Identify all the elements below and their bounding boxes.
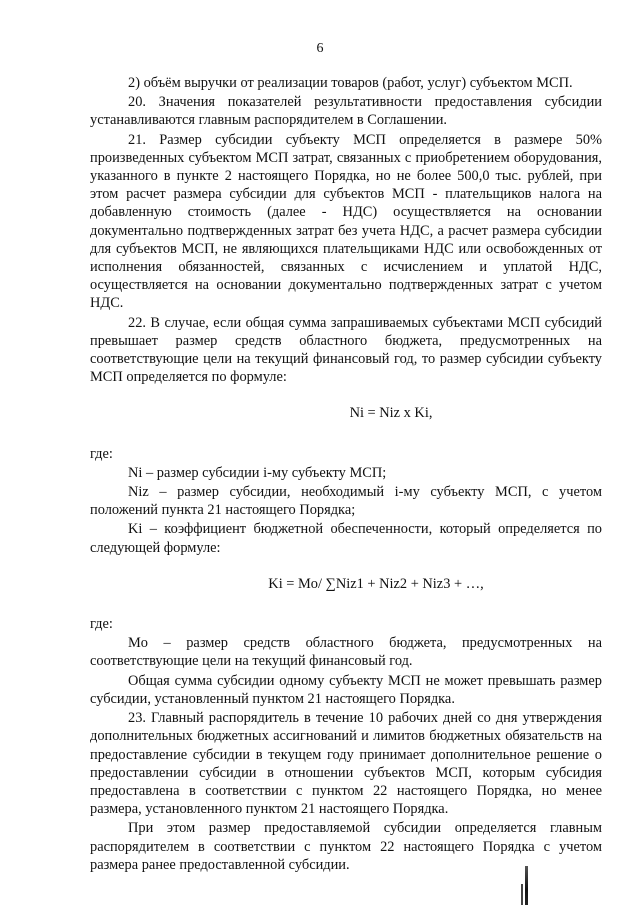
paragraph-revenue-indicator: 2) объём выручки от реализации товаров (работ, услуг) субъектом МСП. [128,75,573,91]
definition-ki: Ki – коэффициент бюджетной обеспеченности, который определяется по следующей формуле: [90,521,602,556]
definition-ni: Ni – размер субсидии i-му субъекту МСП; [128,464,387,481]
paragraph-23: 23. Главный распорядитель в течение 10 рабочих дней со дня утверждения дополнительных бюджетных ассигнований и лимитов бюджетных обязательств на предоставление субсидии в текущем году принимает дополнительное решение о предоставлении субсидии в отношении субъектов МСП, которым субсидия предоставлена в соответствии с пунктом 22 настоящего Порядка, но менее размера, установленного пунктом 21 настоящего Порядка. [90,710,602,818]
definition-mo: Mo – размер средств областного бюджета, предусмотренных на соответствующие цели на текущий финансовый год. [90,635,602,670]
formula-ki: Ki = Mo/ ∑Niz1 + Niz2 + Niz3 + …, [268,575,484,592]
where-label-2: где: [90,616,113,633]
definition-niz: Niz – размер субсидии, необходимый i-му субъекту МСП, с учетом положений пункта 21 настоящего Порядка; [90,484,602,519]
paragraph-21: 21. Размер субсидии субъекту МСП определяется в размере 50% произведенных субъектом МСП затрат, связанных с приобретением оборудования, указанного в пункте 2 настоящего Порядка, но не более 500,0 тыс. рублей, при этом расчет размера субсидии для субъектов МСП - плательщиков налога на добавленную стоимость (далее - НДС) осуществляется на основании документально подтвержденных затрат без учета НДС, а расчет размера субсидии для субъектов МСП, не являющихся плательщиками НДС или освобожденных от исполнения обязанностей, связанных с исчислением и уплатой НДС, осуществляется на основании документально подтвержденных затрат с учетом НДС. [90,131,602,312]
paragraph-subsidy-amount: При этом размер предоставляемой субсидии определяется главным распорядителем в соответствии с пунктом 22 настоящего Порядка с учетом размера ранее предоставленной субсидии. [90,820,602,873]
paragraph-20: 20. Значения показателей результативности предоставления субсидии устанавливаются главным распорядителем в Соглашении. [90,94,602,129]
formula-ni: Ni = Niz x Ki, [349,405,433,422]
paragraph-max-subsidy: Общая сумма субсидии одному субъекту МСП не может превышать размер субсидии, установленный пунктом 21 настоящего Порядка. [90,672,602,707]
paragraph-22: 22. В случае, если общая сумма запрашиваемых субъектами МСП субсидий превышает размер средств областного бюджета, предусмотренных на соответствующие цели на текущий финансовый год, то размер субсидии субъекту МСП определяется по формуле: [90,314,602,386]
where-label-1: где: [90,445,113,462]
scan-binding-mark-secondary [521,884,523,905]
scan-binding-mark [525,866,528,905]
document-body [90,74,602,874]
page-number: 6 [316,41,324,56]
